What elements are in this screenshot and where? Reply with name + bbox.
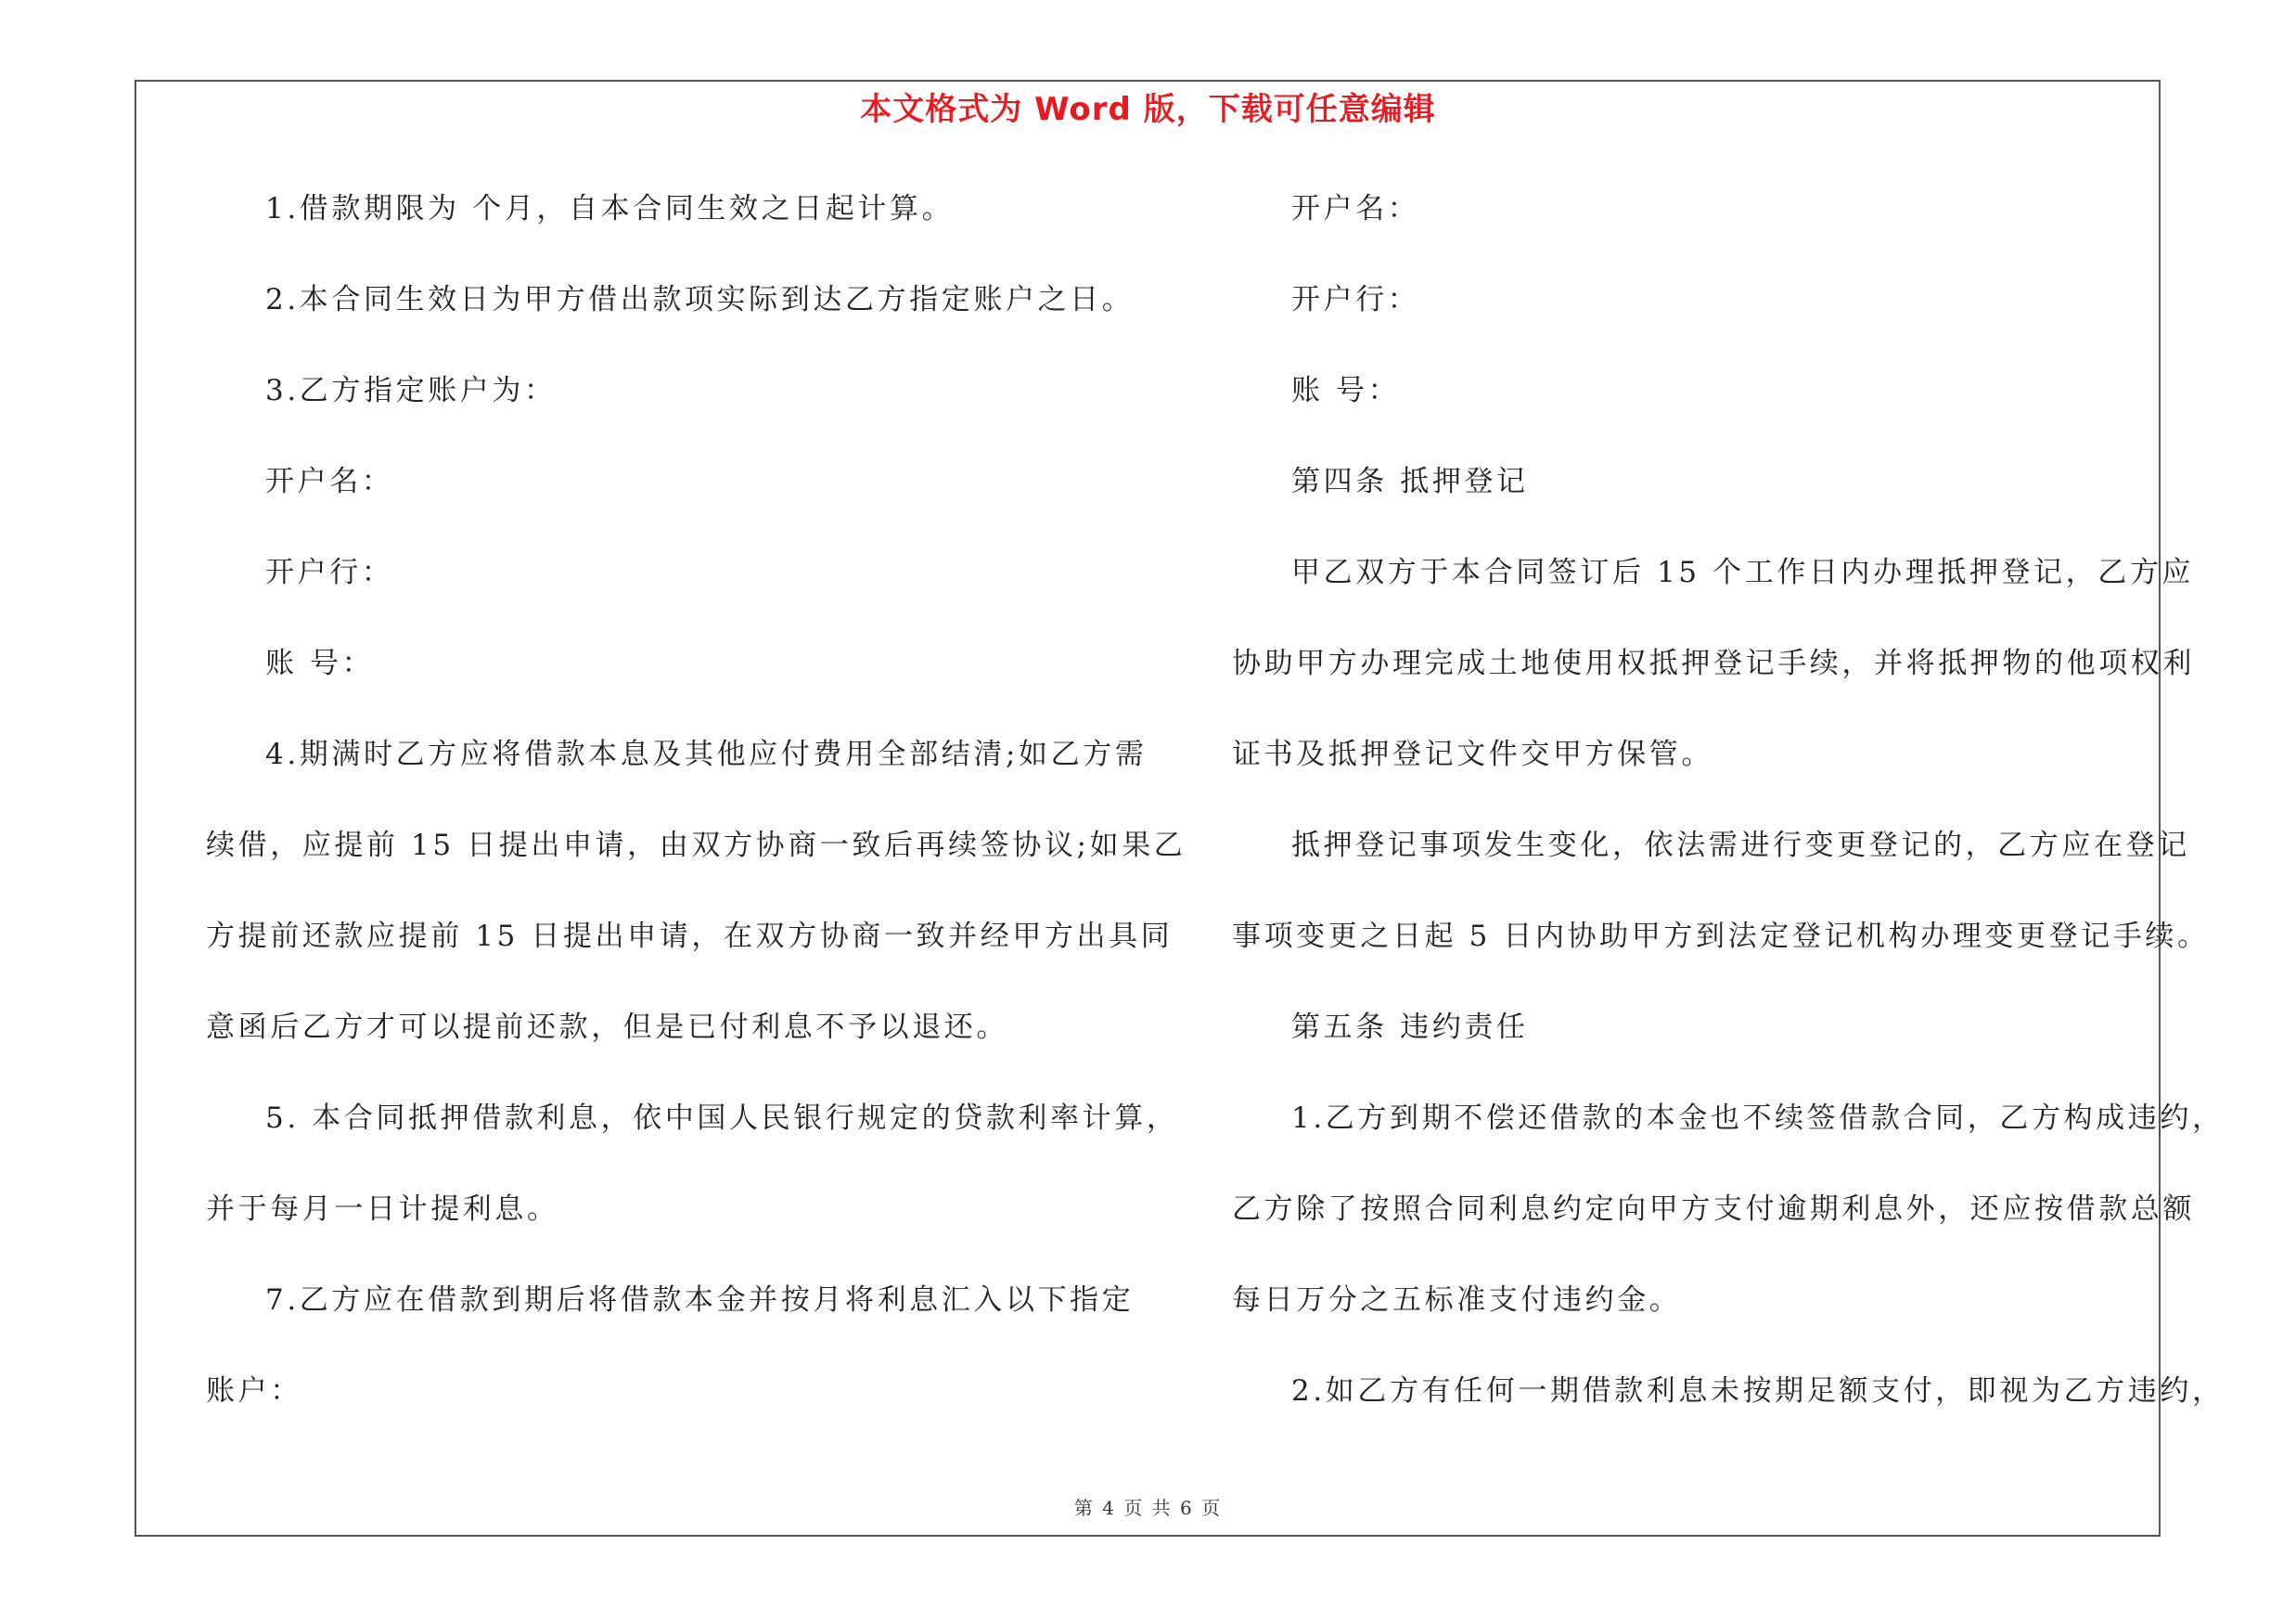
text-line: 3.乙方指定账户为： [265,374,557,407]
text-line: 抵押登记事项发生变化，依法需进行变更登记的，乙方应在登记 [1291,829,2190,862]
text-line: 方提前还款应提前 15 日提出申请，在双方协商一致并经甲方出具同 [206,920,1174,953]
text-line: 甲乙双方于本合同签订后 15 个工作日内办理抵押登记，乙方应 [1291,556,2195,589]
page-number-footer: 第 4 页 共 6 页 [1073,1497,1223,1519]
format-notice-banner: 本文格式为 Word 版，下载可任意编辑 [860,91,1436,128]
text-line: 4.期满时乙方应将借款本息及其他应付费用全部结清;如乙方需 [265,738,1148,771]
text-line: 证书及抵押登记文件交甲方保管。 [1232,738,1713,771]
right-column [1232,186,2225,1459]
text-line: 开户名： [265,465,394,498]
text-line: 2.如乙方有任何一期借款利息未按期足额支付，即视为乙方违约， [1291,1374,2225,1408]
text-line: 账户： [206,1374,302,1408]
text-line: 7.乙方应在借款到期后将借款本金并按月将利息汇入以下指定 [265,1283,1135,1317]
text-line: 每日万分之五标准支付违约金。 [1232,1283,1682,1317]
text-line: 2.本合同生效日为甲方借出款项实际到达乙方指定账户之日。 [265,283,1135,316]
text-line: 账 号： [1291,374,1401,407]
text-line: 第五条 违约责任 [1291,1011,1529,1044]
text-line: 开户行： [265,556,394,589]
text-line: 第四条 抵押登记 [1291,465,1529,498]
text-line: 开户名： [1291,192,1420,225]
text-line: 意函后乙方才可以提前还款，但是已付利息不予以退还。 [206,1011,1008,1044]
text-line: 1.借款期限为 个月，自本合同生效之日起计算。 [265,192,955,225]
text-line: 事项变更之日起 5 日内协助甲方到法定登记机构办理变更登记手续。 [1232,920,2210,953]
text-line: 并于每月一日计提利息。 [206,1192,559,1226]
text-line: 续借，应提前 15 日提出申请，由双方协商一致后再续签协议;如果乙 [206,829,1186,862]
left-column [206,186,1186,1459]
text-line: 协助甲方办理完成土地使用权抵押登记手续，并将抵押物的他项权利 [1232,647,2195,680]
text-line: 1.乙方到期不偿还借款的本金也不续签借款合同，乙方构成违约， [1291,1101,2225,1135]
text-line: 乙方除了按照合同利息约定向甲方支付逾期利息外，还应按借款总额 [1232,1192,2195,1226]
text-line: 账 号： [265,647,375,680]
text-line: 开户行： [1291,283,1420,316]
text-line: 5. 本合同抵押借款利息，依中国人民银行规定的贷款利率计算， [265,1101,1179,1135]
